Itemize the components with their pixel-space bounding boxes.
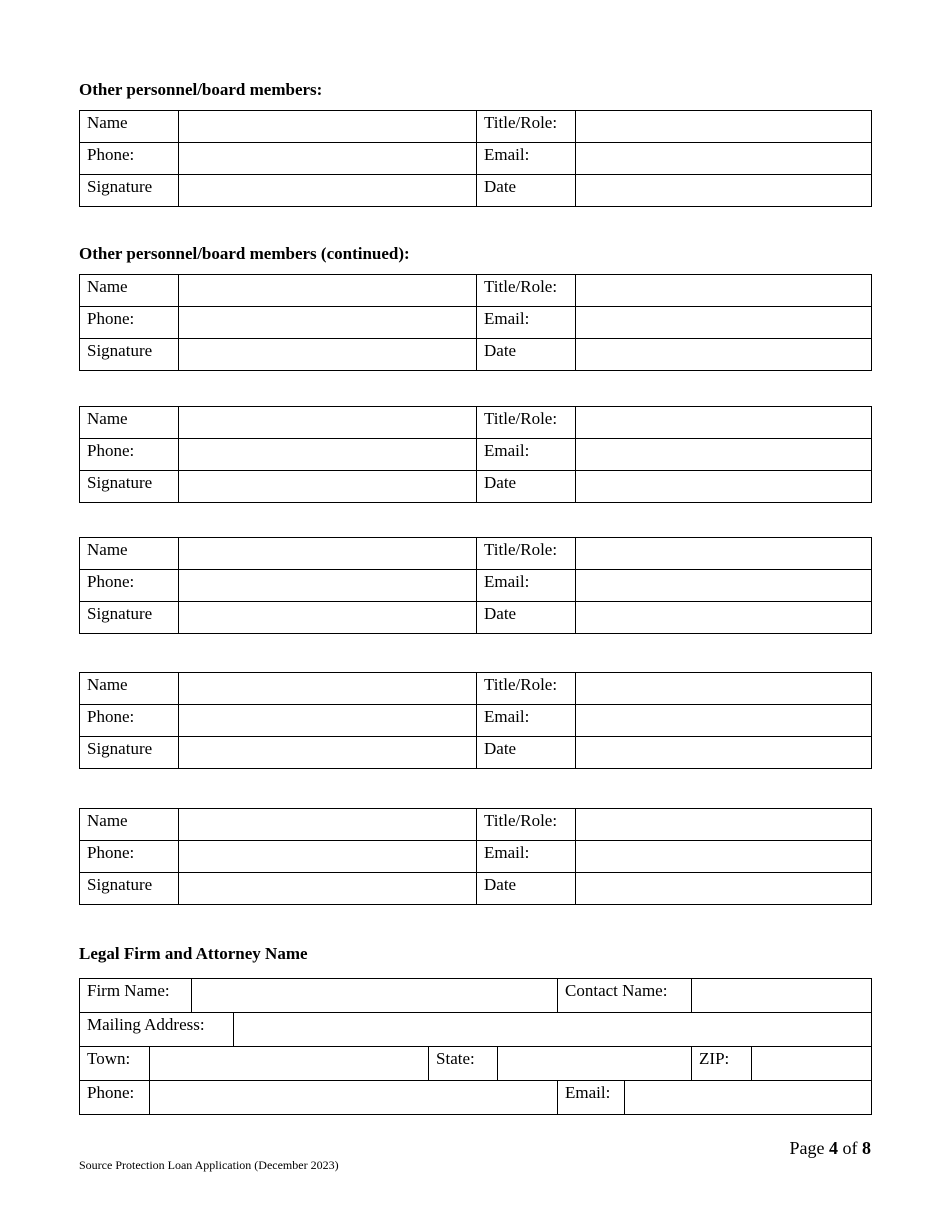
page-total: 8 <box>862 1138 871 1158</box>
mailing-address-label: Mailing Address: <box>80 1013 234 1047</box>
table-row <box>80 1081 872 1115</box>
zip-field[interactable] <box>752 1047 872 1081</box>
phone-field[interactable] <box>150 1081 558 1115</box>
firm-name-label: Firm Name: <box>80 979 192 1013</box>
signature-field[interactable] <box>179 737 477 769</box>
date-label: Date <box>477 873 576 905</box>
phone-label: Phone: <box>80 307 179 339</box>
phone-label: Phone: <box>80 143 179 175</box>
phone-field[interactable] <box>179 143 477 175</box>
name-label: Name <box>80 275 179 307</box>
phone-label: Phone: <box>80 1081 150 1115</box>
signature-label: Signature <box>80 737 179 769</box>
member-table-6 <box>79 808 872 905</box>
table-row <box>80 841 872 873</box>
table-row <box>80 143 872 175</box>
email-field[interactable] <box>576 307 872 339</box>
table-row <box>80 339 872 371</box>
name-field[interactable] <box>179 275 477 307</box>
signature-field[interactable] <box>179 339 477 371</box>
table-row <box>80 673 872 705</box>
table-row <box>80 175 872 207</box>
date-field[interactable] <box>576 602 872 634</box>
name-label: Name <box>80 111 179 143</box>
personnel-heading: Other personnel/board members: <box>79 80 323 99</box>
member-table-2 <box>79 274 872 371</box>
date-field[interactable] <box>576 471 872 503</box>
page-prefix: Page <box>789 1138 825 1158</box>
name-field[interactable] <box>179 111 477 143</box>
state-field[interactable] <box>498 1047 692 1081</box>
title-role-field[interactable] <box>576 275 872 307</box>
date-field[interactable] <box>576 737 872 769</box>
table-row <box>80 705 872 737</box>
continued-heading: Other personnel/board members (continued): <box>79 244 410 263</box>
signature-label: Signature <box>80 175 179 207</box>
date-label: Date <box>477 471 576 503</box>
phone-field[interactable] <box>179 439 477 471</box>
name-field[interactable] <box>179 407 477 439</box>
title-role-label: Title/Role: <box>477 407 576 439</box>
signature-field[interactable] <box>179 471 477 503</box>
title-role-label: Title/Role: <box>477 275 576 307</box>
signature-field[interactable] <box>179 873 477 905</box>
mailing-address-field[interactable] <box>234 1013 872 1047</box>
page-of: of <box>842 1138 858 1158</box>
signature-field[interactable] <box>179 175 477 207</box>
table-row <box>80 439 872 471</box>
phone-label: Phone: <box>80 570 179 602</box>
table-row <box>80 538 872 570</box>
date-label: Date <box>477 737 576 769</box>
phone-field[interactable] <box>179 841 477 873</box>
email-label: Email: <box>477 705 576 737</box>
email-label: Email: <box>477 570 576 602</box>
name-field[interactable] <box>179 538 477 570</box>
name-field[interactable] <box>179 673 477 705</box>
page-number <box>790 1138 872 1159</box>
date-label: Date <box>477 339 576 371</box>
name-label: Name <box>80 809 179 841</box>
contact-name-field[interactable] <box>692 979 872 1013</box>
table-row <box>80 1047 872 1081</box>
signature-label: Signature <box>80 873 179 905</box>
member-table-5 <box>79 672 872 769</box>
table-row <box>80 275 872 307</box>
document-footer-title: Source Protection Loan Application (December 2023) <box>79 1158 339 1172</box>
page-current: 4 <box>829 1138 838 1158</box>
state-label: State: <box>429 1047 498 1081</box>
table-row <box>80 809 872 841</box>
signature-label: Signature <box>80 471 179 503</box>
phone-label: Phone: <box>80 705 179 737</box>
table-row <box>80 1013 872 1047</box>
email-label: Email: <box>477 439 576 471</box>
table-row <box>80 737 872 769</box>
name-field[interactable] <box>179 809 477 841</box>
date-field[interactable] <box>576 175 872 207</box>
member-table-1 <box>79 110 872 207</box>
legal-firm-table <box>79 978 872 1115</box>
signature-label: Signature <box>80 602 179 634</box>
phone-label: Phone: <box>80 439 179 471</box>
email-field[interactable] <box>576 570 872 602</box>
phone-field[interactable] <box>179 570 477 602</box>
email-label: Email: <box>477 307 576 339</box>
table-row <box>80 979 872 1013</box>
name-label: Name <box>80 673 179 705</box>
contact-name-label: Contact Name: <box>558 979 692 1013</box>
title-role-field[interactable] <box>576 407 872 439</box>
date-label: Date <box>477 175 576 207</box>
table-row <box>80 602 872 634</box>
title-role-field[interactable] <box>576 538 872 570</box>
zip-label: ZIP: <box>692 1047 752 1081</box>
table-row <box>80 471 872 503</box>
table-row <box>80 307 872 339</box>
table-row <box>80 407 872 439</box>
email-label: Email: <box>558 1081 625 1115</box>
email-field[interactable] <box>576 143 872 175</box>
member-table-3 <box>79 406 872 503</box>
town-label: Town: <box>80 1047 150 1081</box>
firm-name-field[interactable] <box>192 979 558 1013</box>
member-table-4 <box>79 537 872 634</box>
date-field[interactable] <box>576 339 872 371</box>
date-label: Date <box>477 602 576 634</box>
email-field[interactable] <box>576 439 872 471</box>
email-field[interactable] <box>576 705 872 737</box>
title-role-field[interactable] <box>576 111 872 143</box>
title-role-label: Title/Role: <box>477 538 576 570</box>
table-row <box>80 111 872 143</box>
phone-field[interactable] <box>179 307 477 339</box>
date-field[interactable] <box>576 873 872 905</box>
name-label: Name <box>80 407 179 439</box>
title-role-label: Title/Role: <box>477 111 576 143</box>
title-role-field[interactable] <box>576 673 872 705</box>
signature-field[interactable] <box>179 602 477 634</box>
email-field[interactable] <box>625 1081 872 1115</box>
legal-heading: Legal Firm and Attorney Name <box>79 944 308 963</box>
email-field[interactable] <box>576 841 872 873</box>
signature-label: Signature <box>80 339 179 371</box>
email-label: Email: <box>477 841 576 873</box>
town-field[interactable] <box>150 1047 429 1081</box>
name-label: Name <box>80 538 179 570</box>
phone-field[interactable] <box>179 705 477 737</box>
table-row <box>80 570 872 602</box>
email-label: Email: <box>477 143 576 175</box>
title-role-field[interactable] <box>576 809 872 841</box>
table-row <box>80 873 872 905</box>
phone-label: Phone: <box>80 841 179 873</box>
title-role-label: Title/Role: <box>477 809 576 841</box>
title-role-label: Title/Role: <box>477 673 576 705</box>
